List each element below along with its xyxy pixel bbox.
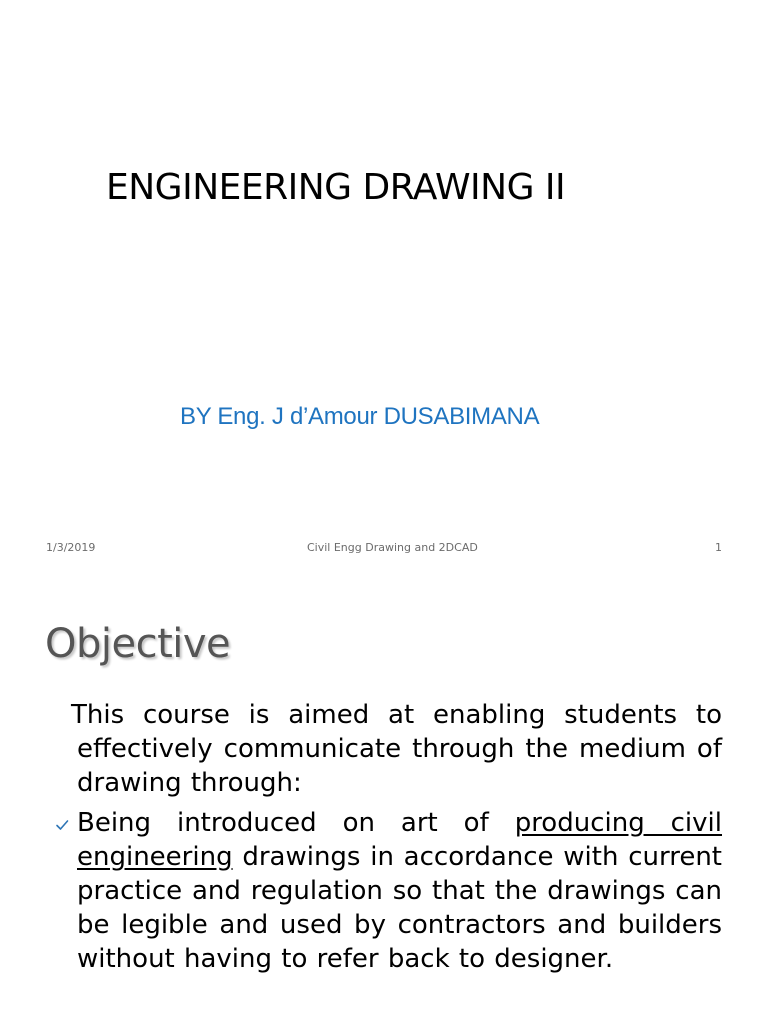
author-byline: BY Eng. J d’Amour DUSABIMANA: [180, 403, 540, 430]
check-icon: [55, 818, 69, 832]
footer-date: 1/3/2019: [46, 541, 96, 554]
bullet-item: [77, 806, 722, 976]
bullet-text-before: Being introduced on art of: [77, 808, 515, 838]
bullet-underlined-text: producing civil engineering: [77, 808, 722, 872]
intro-paragraph: This course is aimed at enabling students to effectively communicate through the medium of drawing through:: [71, 700, 722, 798]
bullet-text-after: drawings in accordance with current practice and regulation so that the drawings can be legible and used by contractors and builders without having to refer back to designer.: [77, 842, 722, 974]
slide-title: ENGINEERING DRAWING II: [106, 167, 566, 208]
footer-page-number: 1: [715, 541, 722, 554]
footer-course-name: Civil Engg Drawing and 2DCAD: [307, 541, 478, 554]
slide-2: [0, 575, 768, 1024]
objective-heading: Objective: [45, 621, 231, 667]
